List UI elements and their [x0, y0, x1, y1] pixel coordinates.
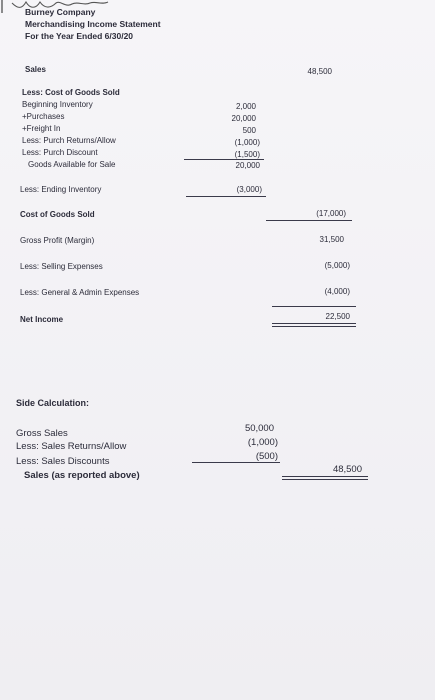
cogs-item-amount: (1,500) — [234, 150, 260, 159]
side-calc-result-label: Sales (as reported above) — [24, 470, 140, 481]
double-rule-top — [272, 323, 356, 324]
statement-title: Merchandising Income Statement — [25, 19, 161, 29]
subtotal-rule — [192, 462, 280, 463]
cogs-item-label: Less: Purch Returns/Allow — [22, 136, 116, 145]
subtotal-rule — [184, 159, 264, 160]
side-calc-amount: (1,000) — [247, 437, 278, 448]
cogs-item-label: Beginning Inventory — [22, 100, 93, 109]
statement-period: For the Year Ended 6/30/20 — [25, 31, 134, 41]
side-calc-label: Less: Sales Returns/Allow — [16, 441, 127, 452]
side-calc-title: Side Calculation: — [16, 398, 90, 408]
net-income-amount: 22,500 — [325, 312, 350, 321]
cogs-item-label: +Freight In — [22, 124, 61, 133]
double-rule-bottom — [282, 479, 368, 480]
total-rule — [272, 306, 356, 307]
cogs-item-amount: 500 — [242, 126, 256, 135]
cogs-item-amount: 20,000 — [235, 161, 260, 170]
general-admin-amount: (4,000) — [324, 287, 350, 296]
subtotal-rule — [186, 196, 266, 197]
cogs-header: Less: Cost of Goods Sold — [22, 88, 120, 97]
cogs-item-label: Less: Purch Discount — [22, 148, 98, 157]
cogs-item-amount: (1,000) — [234, 138, 260, 147]
cogs-item-label: +Purchases — [22, 112, 65, 121]
general-admin-label: Less: General & Admin Expenses — [20, 288, 140, 297]
side-calc-amount: (500) — [255, 451, 278, 462]
side-calc-amount: 50,000 — [244, 423, 274, 434]
gross-profit-label: Gross Profit (Margin) — [20, 236, 95, 245]
total-rule — [266, 220, 352, 221]
double-rule-bottom — [272, 326, 356, 327]
selling-expenses-amount: (5,000) — [324, 261, 350, 270]
net-income-label: Net Income — [20, 315, 64, 324]
sales-label: Sales — [25, 65, 46, 74]
side-calc-result-amount: 48,500 — [332, 464, 362, 475]
cogs-total-label: Cost of Goods Sold — [20, 210, 95, 219]
cogs-item-amount: 2,000 — [235, 102, 256, 111]
double-rule-top — [282, 476, 368, 477]
ending-inventory-amount: (3,000) — [236, 185, 262, 194]
ending-inventory-label: Less: Ending Inventory — [20, 185, 102, 194]
selling-expenses-label: Less: Selling Expenses — [20, 262, 103, 271]
sales-amount: 48,500 — [307, 67, 332, 76]
company-name: Burney Company — [25, 7, 96, 17]
side-calc-label: Less: Sales Discounts — [16, 456, 110, 467]
gross-profit-amount: 31,500 — [319, 235, 344, 244]
cogs-total-amount: (17,000) — [316, 209, 346, 218]
cogs-item-amount: 20,000 — [231, 114, 256, 123]
cogs-item-label: Goods Available for Sale — [28, 160, 116, 169]
side-calc-label: Gross Sales — [16, 428, 68, 439]
